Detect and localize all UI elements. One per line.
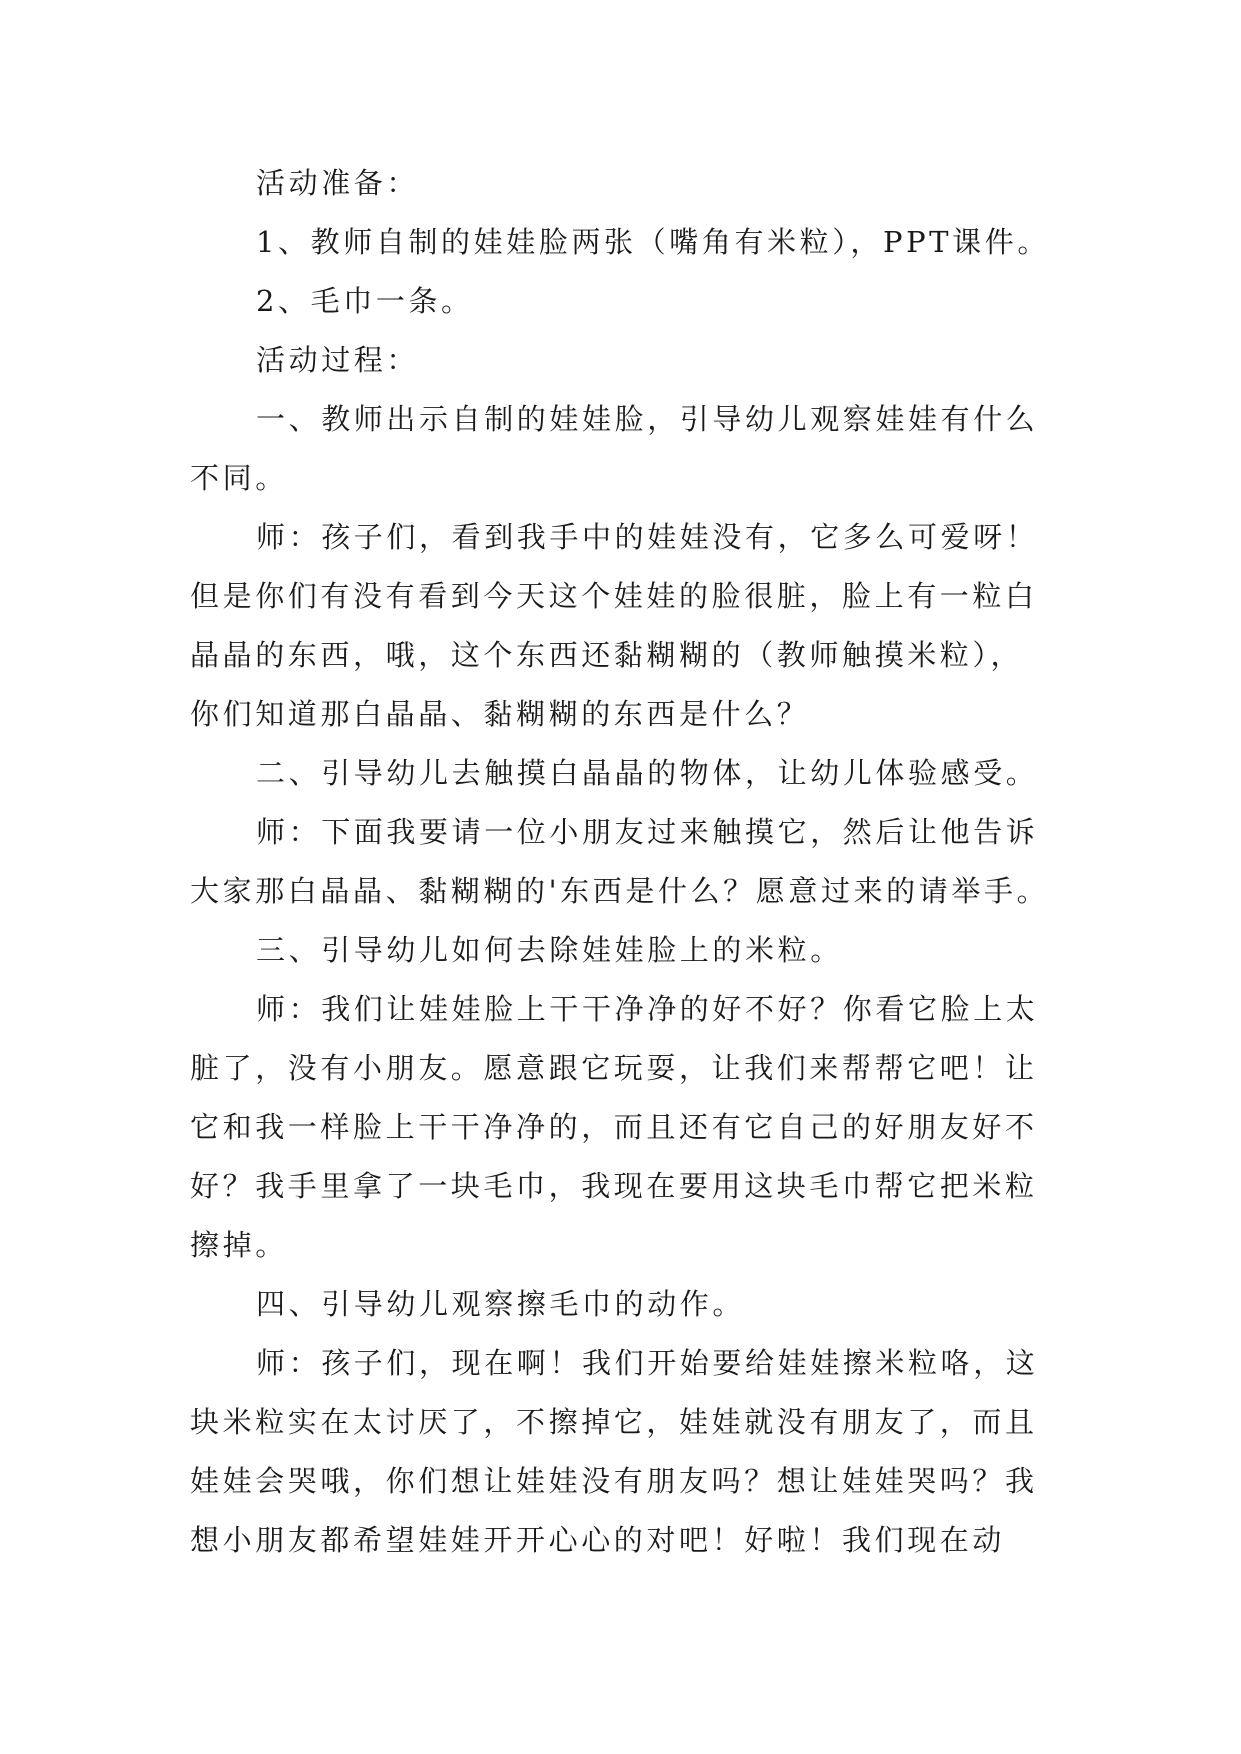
text-line: 师：孩子们，现在啊！我们开始要给娃娃擦米粒咯，这 [256, 1346, 1039, 1380]
text-line: 大家那白晶晶、黏糊糊的'东西是什么？愿意过来的请举手。 [190, 874, 1050, 908]
text-line: 想小朋友都希望娃娃开开心心的对吧！好啦！我们现在动 [190, 1523, 1006, 1557]
paragraph-step-2 [190, 744, 1060, 803]
text-line: 块米粒实在太讨厌了，不擦掉它，娃娃就没有朋友了，而且 [190, 1405, 1038, 1439]
paragraph-teacher-3 [190, 980, 1060, 1275]
text-line: 四、引导幼儿观察擦毛巾的动作。 [256, 1287, 746, 1321]
text-line: 师：下面我要请一位小朋友过来触摸它，然后让他告诉 [256, 815, 1039, 849]
text-line: 但是你们有没有看到今天这个娃娃的脸很脏，脸上有一粒白 [190, 579, 1038, 613]
text-line: 1、教师自制的娃娃脸两张（嘴角有米粒），PPT课件。 [256, 225, 1050, 259]
text-line: 活动过程： [256, 343, 420, 377]
text-line: 晶晶的东西，哦，这个东西还黏糊糊的（教师触摸米粒）， [190, 638, 1024, 672]
paragraph-teacher-1 [190, 508, 1060, 744]
text-line: 你们知道那白晶晶、黏糊糊的东西是什么？ [190, 697, 810, 731]
paragraph-step-1 [190, 390, 1060, 508]
text-line: 师：我们让娃娃脸上干干净净的好不好？你看它脸上太 [256, 992, 1039, 1026]
text-line: 师：孩子们，看到我手中的娃娃没有，它多么可爱呀！ [256, 520, 1039, 554]
document-body [190, 154, 1060, 1570]
text-line: 2、毛巾一条。 [256, 284, 474, 318]
paragraph-step-3 [190, 921, 1060, 980]
paragraph-step-4 [190, 1275, 1060, 1334]
text-line: 娃娃会哭哦，你们想让娃娃没有朋友吗？想让娃娃哭吗？我 [190, 1464, 1038, 1498]
paragraph-prep-heading [190, 154, 1060, 213]
paragraph-teacher-4 [190, 1334, 1060, 1570]
text-line: 活动准备： [256, 166, 420, 200]
text-line: 擦掉。 [190, 1228, 288, 1262]
text-line: 不同。 [190, 461, 288, 495]
text-line: 一、教师出示自制的娃娃脸，引导幼儿观察娃娃有什么 [256, 402, 1039, 436]
text-line: 脏了，没有小朋友。愿意跟它玩耍，让我们来帮帮它吧！让 [190, 1051, 1038, 1085]
text-line: 它和我一样脸上干干净净的，而且还有它自己的好朋友好不 [190, 1110, 1038, 1144]
paragraph-process-heading [190, 331, 1060, 390]
paragraph-prep-2 [190, 272, 1060, 331]
text-line: 好？我手里拿了一块毛巾，我现在要用这块毛巾帮它把米粒 [190, 1169, 1038, 1203]
text-line: 二、引导幼儿去触摸白晶晶的物体，让幼儿体验感受。 [256, 756, 1039, 790]
text-line: 三、引导幼儿如何去除娃娃脸上的米粒。 [256, 933, 843, 967]
paragraph-prep-1 [190, 213, 1060, 272]
paragraph-teacher-2 [190, 803, 1060, 921]
